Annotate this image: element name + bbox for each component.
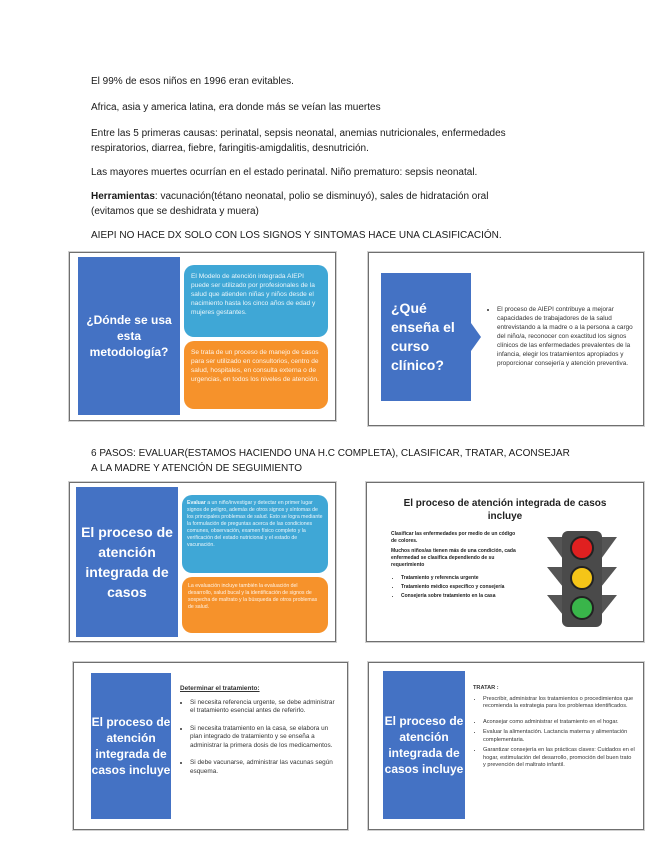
traffic-light-visor-right-bottom xyxy=(601,595,617,615)
slide-4 xyxy=(366,482,644,642)
slide-5-bullet-1: • Si necesita referencia urgente, se debe administrar el tratamiento esencial antes de referirlo. xyxy=(190,699,340,716)
slide-6-title: El proceso de atención integrada de casos incluye xyxy=(384,714,464,776)
slide-1 xyxy=(69,252,336,421)
slide-6-heading: TRATAR : xyxy=(473,685,499,691)
slide-6-bullet-3: • Evaluar la alimentación. Lactancia materna y alimentación complementaria. xyxy=(483,729,635,744)
slide-5-body xyxy=(180,685,340,781)
slide-6-bullet-4: • Garantizar consejería en las prácticas claves: Cuidados en el hogar, estimulación del desarrollo, promoción del buen trato y prevención del maltrato infantil. xyxy=(483,747,635,770)
slide-5-heading: Determinar el tratamiento: xyxy=(180,685,260,692)
paragraph-7b: A LA MADRE Y ATENCIÓN DE SEGUIMIENTO xyxy=(91,463,302,474)
slide-4-bullet-3: • Consejería sobre tratamiento en la casa xyxy=(401,593,521,600)
slide-4-bullet-1: • Tratamiento y referencia urgente xyxy=(401,575,521,582)
slide-5 xyxy=(73,662,348,830)
paragraph-1: El 99% de esos niños en 1996 eran evitables. xyxy=(91,76,294,87)
slide-5-bullet-3: • Si debe vacunarse, administrar las vacunas según esquema. xyxy=(190,759,340,776)
traffic-light-visor-right-mid xyxy=(601,567,617,587)
slide-3-teal-text: a un niño/investigar y detectar en primer lugar signos de peligro, además de otros signos y síntomas de los principales problemas de salud. Esto se logra mediante la formulación de preguntas acerca de las condiciones comunes, observación, examen físico completo y la verificación del estado nutricional y el estado de vacunación. xyxy=(187,500,323,548)
traffic-light-yellow xyxy=(571,567,593,589)
slide-4-bullet-2: • Tratamiento médico específico y consejería xyxy=(401,584,521,591)
paragraph-4: Las mayores muertes ocurrían en el estado perinatal. Niño prematuro: sepsis neonatal. xyxy=(91,167,478,178)
slide-3 xyxy=(69,482,336,642)
slide-1-title-box xyxy=(78,257,180,415)
slide-3-teal-bold: Evaluar xyxy=(187,500,206,506)
paragraph-2: Africa, asia y america latina, era donde más se veían las muertes xyxy=(91,102,381,113)
slide-3-title-box xyxy=(76,487,178,637)
slide-4-body xyxy=(391,531,521,602)
slide-1-title: ¿Dónde se usa esta metodología? xyxy=(86,313,172,359)
slide-3-teal-box xyxy=(182,495,328,573)
traffic-light-visor-left-bottom xyxy=(547,595,563,615)
slide-6-title-box xyxy=(383,671,465,819)
paragraph-6: AIEPI NO HACE DX SOLO CON LOS SIGNOS Y SINTOMAS HACE UNA CLASIFICACIÓN. xyxy=(91,230,502,241)
slide-3-orange-box: La evaluación incluye también la evaluación del desarrollo, salud bucal y la identificación de signos de sospecha de maltrato y la búsqueda de otros problemas de salud. xyxy=(182,577,328,633)
slide-5-title-box xyxy=(91,673,171,819)
slide-4-title: El proceso de atención integrada de casos incluye xyxy=(403,498,607,522)
slide-3-title: El proceso de atención integrada de casos xyxy=(81,524,173,600)
slide-6-bullet-2: • Aconsejar como administrar el tratamiento en el hogar. xyxy=(483,719,635,727)
paragraph-5a xyxy=(91,189,571,204)
traffic-light-green xyxy=(571,597,593,619)
slide-5-title: El proceso de atención integrada de casos incluye xyxy=(91,715,171,777)
traffic-light-visor-left-top xyxy=(547,537,563,559)
traffic-light-icon xyxy=(537,529,627,629)
slide-2-bullet xyxy=(487,305,633,373)
slide-6 xyxy=(368,662,644,830)
slide-2-bullet-text: • El proceso de AIEPI contribuye a mejorar capacidades de trabajadores de la salud entrevistando a la madre o a la persona a cargo del niño/a, reconocer con exactitud los signos clínicos de las enfermedades prevalentes de la infancia, elegir los tratamientos apropiados y proporcionar consejería y atención preventiva. xyxy=(497,305,633,368)
slide-2-arrow xyxy=(471,323,481,351)
slide-2-title-box xyxy=(381,273,471,401)
slide-2-title: ¿Qué enseña el curso clínico? xyxy=(391,300,455,373)
slide-2 xyxy=(368,252,644,426)
traffic-light-visor-left-mid xyxy=(547,567,563,587)
paragraph-3b: respiratorios, diarrea, fiebre, faringitis-amigdalitis, desnutrición. xyxy=(91,143,369,154)
paragraph-5b: (evitamos que se deshidrata y muera) xyxy=(91,206,259,217)
slide-6-bullet-1: • Prescribir, administrar los tratamientos o procedimientos que recomienda la estrategia para los problemas identificados. xyxy=(483,696,635,711)
paragraph-5-bold: Herramientas xyxy=(91,191,155,202)
paragraph-7a: 6 PASOS: EVALUAR(ESTAMOS HACIENDO UNA H.C COMPLETA), CLASIFICAR, TRATAR, ACONSEJAR xyxy=(91,448,570,459)
slide-1-orange-box: Se trata de un proceso de manejo de casos para ser utilizado en consultorios, centro de salud, hospitales, en consulta externa o de urgencias, en todos los niveles de atención. xyxy=(184,341,328,409)
traffic-light-visor-right-top xyxy=(601,537,617,559)
paragraph-3a: Entre las 5 primeras causas: perinatal, sepsis neonatal, anemias nutricionales, enfermedades xyxy=(91,128,506,139)
slide-4-intro: Clasificar las enfermedades por medio de un código de colores. xyxy=(391,531,516,544)
slide-1-teal-box: El Modelo de atención integrada AIEPI puede ser utilizado por profesionales de la salud que atienden niñas y niños desde el nacimiento hasta los cinco años de edad y mujeres gestantes. xyxy=(184,265,328,337)
slide-4-intro2: Muchos niños/as tienen más de una condición, cada enfermedad se clasifica dependiendo de su requerimiento xyxy=(391,548,516,568)
paragraph-5-text: : vacunación(tétano neonatal, polio se disminuyó), sales de hidratación oral xyxy=(154,191,489,202)
slide-5-bullet-2: • Si necesita tratamiento en la casa, se elabora un plan integrado de tratamiento y se enseña a administrar la primera dosis de los medicamentos. xyxy=(190,725,340,751)
slide-6-body xyxy=(473,685,635,775)
traffic-light-red xyxy=(571,537,593,559)
